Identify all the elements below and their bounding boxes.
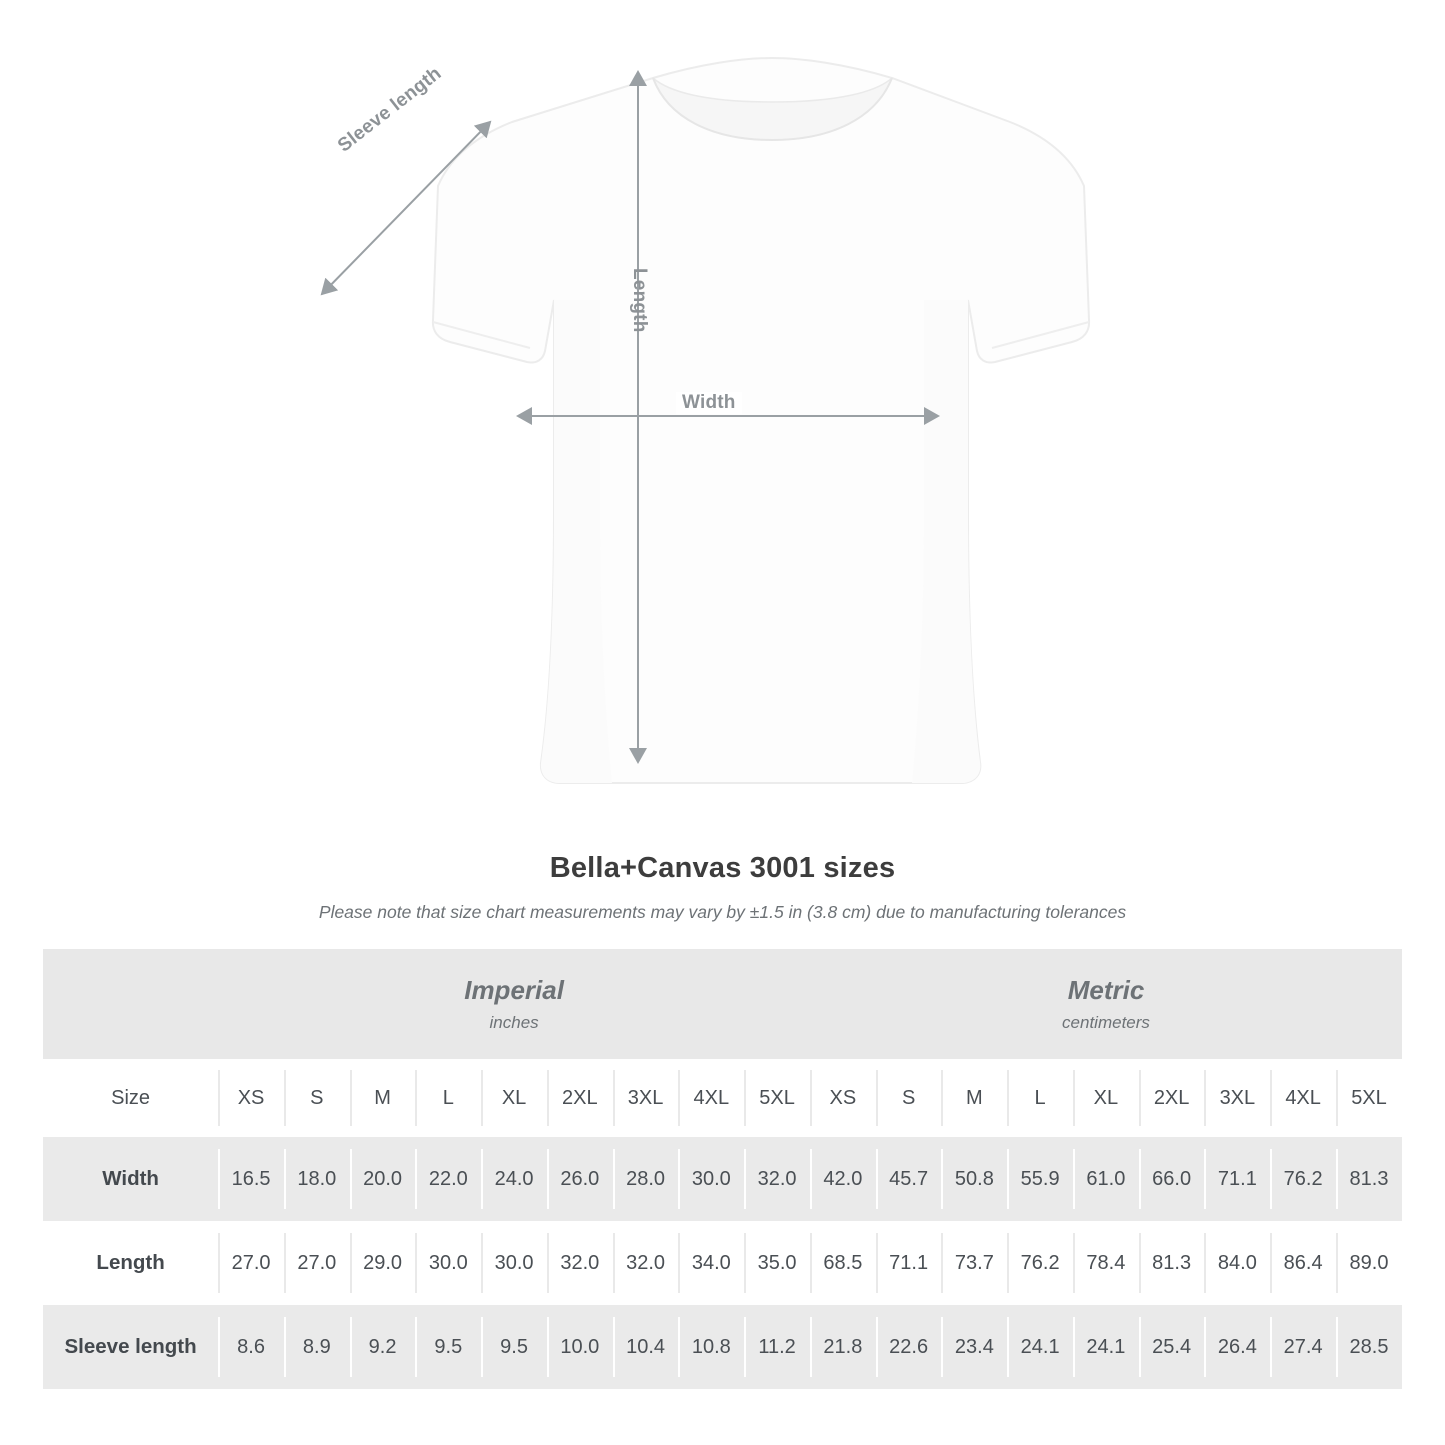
size-col-xs-met: XS xyxy=(810,1059,876,1137)
row-label-sleeve-length: Sleeve length xyxy=(43,1305,218,1389)
cell-length-0: 27.0 xyxy=(218,1221,284,1305)
size-col-m-met: M xyxy=(941,1059,1007,1137)
cell-length-16: 86.4 xyxy=(1270,1221,1336,1305)
cell-width-10: 45.7 xyxy=(876,1137,942,1221)
size-col-s-met: S xyxy=(876,1059,942,1137)
cell-length-1: 27.0 xyxy=(284,1221,350,1305)
cell-width-11: 50.8 xyxy=(941,1137,1007,1221)
cell-width-15: 71.1 xyxy=(1204,1137,1270,1221)
cell-width-4: 24.0 xyxy=(481,1137,547,1221)
unit-header-imperial xyxy=(218,949,810,1059)
page-title: Bella+Canvas 3001 sizes xyxy=(549,852,896,884)
cell-sleeve-2: 9.2 xyxy=(350,1305,416,1389)
cell-width-16: 76.2 xyxy=(1270,1137,1336,1221)
size-col-3xl-met: 3XL xyxy=(1204,1059,1270,1137)
cell-sleeve-15: 26.4 xyxy=(1204,1305,1270,1389)
size-col-5xl-met: 5XL xyxy=(1336,1059,1402,1137)
size-col-2xl-imp: 2XL xyxy=(547,1059,613,1137)
cell-width-5: 26.0 xyxy=(547,1137,613,1221)
cell-sleeve-4: 9.5 xyxy=(481,1305,547,1389)
cell-length-11: 73.7 xyxy=(941,1221,1007,1305)
size-col-4xl-met: 4XL xyxy=(1270,1059,1336,1137)
cell-length-9: 68.5 xyxy=(810,1221,876,1305)
cell-length-15: 84.0 xyxy=(1204,1221,1270,1305)
cell-width-0: 16.5 xyxy=(218,1137,284,1221)
title-block xyxy=(0,852,1445,923)
size-table-wrapper xyxy=(43,949,1402,1389)
cell-sleeve-8: 11.2 xyxy=(744,1305,810,1389)
size-col-l-met: L xyxy=(1007,1059,1073,1137)
cell-width-17: 81.3 xyxy=(1336,1137,1402,1221)
unit-header-row xyxy=(43,949,1402,1059)
cell-width-12: 55.9 xyxy=(1007,1137,1073,1221)
cell-sleeve-7: 10.8 xyxy=(678,1305,744,1389)
cell-length-17: 89.0 xyxy=(1336,1221,1402,1305)
cell-length-14: 81.3 xyxy=(1139,1221,1205,1305)
size-col-s-imp: S xyxy=(284,1059,350,1137)
tolerance-note: Please note that size chart measurements may vary by ±1.5 in (3.8 cm) due to manufacturing tolerances xyxy=(318,902,1127,922)
length-label: Length xyxy=(629,268,650,333)
cell-length-2: 29.0 xyxy=(350,1221,416,1305)
cell-width-14: 66.0 xyxy=(1139,1137,1205,1221)
cell-sleeve-0: 8.6 xyxy=(218,1305,284,1389)
size-col-5xl-imp: 5XL xyxy=(744,1059,810,1137)
cell-sleeve-12: 24.1 xyxy=(1007,1305,1073,1389)
cell-length-3: 30.0 xyxy=(415,1221,481,1305)
cell-sleeve-13: 24.1 xyxy=(1073,1305,1139,1389)
table-row xyxy=(43,1305,1402,1389)
cell-width-9: 42.0 xyxy=(810,1137,876,1221)
cell-length-6: 32.0 xyxy=(613,1221,679,1305)
cell-width-7: 30.0 xyxy=(678,1137,744,1221)
size-table xyxy=(43,949,1402,1389)
size-col-4xl-imp: 4XL xyxy=(678,1059,744,1137)
cell-length-8: 35.0 xyxy=(744,1221,810,1305)
size-header-row xyxy=(43,1059,1402,1137)
cell-width-1: 18.0 xyxy=(284,1137,350,1221)
sleeve-length-label: Sleeve length xyxy=(334,62,446,157)
unit-header-spacer xyxy=(43,949,218,1059)
size-col-2xl-met: 2XL xyxy=(1139,1059,1205,1137)
unit-metric-name: Metric xyxy=(1067,975,1145,1006)
cell-sleeve-3: 9.5 xyxy=(415,1305,481,1389)
size-col-m-imp: M xyxy=(350,1059,416,1137)
cell-sleeve-16: 27.4 xyxy=(1270,1305,1336,1389)
cell-length-13: 78.4 xyxy=(1073,1221,1139,1305)
cell-sleeve-5: 10.0 xyxy=(547,1305,613,1389)
cell-length-4: 30.0 xyxy=(481,1221,547,1305)
cell-width-13: 61.0 xyxy=(1073,1137,1139,1221)
cell-length-10: 71.1 xyxy=(876,1221,942,1305)
cell-length-12: 76.2 xyxy=(1007,1221,1073,1305)
size-row-label: Size xyxy=(43,1059,218,1137)
unit-header-metric xyxy=(810,949,1402,1059)
width-label: Width xyxy=(676,392,742,414)
cell-sleeve-1: 8.9 xyxy=(284,1305,350,1389)
table-row xyxy=(43,1137,1402,1221)
cell-sleeve-11: 23.4 xyxy=(941,1305,1007,1389)
size-col-xl-imp: XL xyxy=(481,1059,547,1137)
cell-width-3: 22.0 xyxy=(415,1137,481,1221)
cell-sleeve-6: 10.4 xyxy=(613,1305,679,1389)
unit-imperial-sub: inches xyxy=(489,1012,539,1032)
cell-length-5: 32.0 xyxy=(547,1221,613,1305)
cell-sleeve-9: 21.8 xyxy=(810,1305,876,1389)
size-col-l-imp: L xyxy=(415,1059,481,1137)
unit-imperial-name: Imperial xyxy=(464,975,564,1006)
cell-width-6: 28.0 xyxy=(613,1137,679,1221)
table-row xyxy=(43,1221,1402,1305)
cell-sleeve-14: 25.4 xyxy=(1139,1305,1205,1389)
size-col-xs-imp: XS xyxy=(218,1059,284,1137)
cell-width-2: 20.0 xyxy=(350,1137,416,1221)
cell-sleeve-17: 28.5 xyxy=(1336,1305,1402,1389)
cell-sleeve-10: 22.6 xyxy=(876,1305,942,1389)
cell-length-7: 34.0 xyxy=(678,1221,744,1305)
size-col-xl-met: XL xyxy=(1073,1059,1139,1137)
size-col-3xl-imp: 3XL xyxy=(613,1059,679,1137)
row-label-length: Length xyxy=(43,1221,218,1305)
unit-metric-sub: centimeters xyxy=(1062,1012,1150,1032)
row-label-width: Width xyxy=(43,1137,218,1221)
cell-width-8: 32.0 xyxy=(744,1137,810,1221)
